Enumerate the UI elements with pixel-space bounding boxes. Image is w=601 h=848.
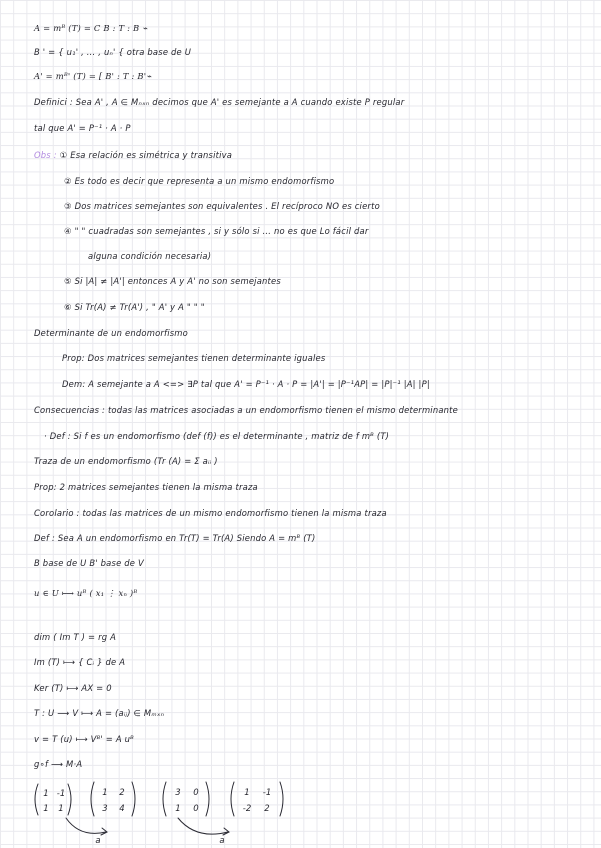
note-line-20: Corolario : todas las matrices de un mismo endomorfismo tienen la misma traza xyxy=(34,508,387,518)
note-line-25: Im (T) ⟼ { Cᵢ } de A xyxy=(34,657,126,667)
matrix-4-entry: 1 xyxy=(244,788,250,798)
matrix-1-entry: -1 xyxy=(56,789,66,799)
matrix-4-entry: -2 xyxy=(242,804,252,814)
matrix-2-entry: 4 xyxy=(119,804,125,814)
note-line-4: Definici : Sea A' , A ∈ Mₙₓₙ decimos que A' es semejante a A cuando existe P regular xyxy=(34,97,405,107)
curved-arrow-1 xyxy=(66,818,106,833)
matrix-1-right-bracket xyxy=(68,784,71,815)
note-line-15: Dem: A semejante a A <=> ∃P tal que A' = P⁻¹ · A · P = |A'| = |P⁻¹AP| = |P|⁻¹ |A| |P| xyxy=(62,379,430,389)
matrix-2-entry: 2 xyxy=(119,788,125,798)
note-line-10: alguna condición necesaria) xyxy=(88,251,212,261)
matrix-3-entry: 3 xyxy=(175,788,181,798)
matrix-3-right-bracket xyxy=(206,782,209,816)
note-line-1: A = mᴮ (T) = C B : T : B ⌁ xyxy=(34,23,148,33)
note-line-19: Prop: 2 matrices semejantes tienen la misma traza xyxy=(34,482,258,492)
note-line-6: Obs : ① Esa relación es simétrica y transitiva xyxy=(34,150,233,160)
matrix-3-entry: 0 xyxy=(193,804,199,814)
note-line-29: g∘f ⟶ M·A xyxy=(34,759,83,769)
note-line-7: ② Es todo es decir que representa a un mismo endomorfismo xyxy=(64,176,335,186)
matrix-4-entry: -1 xyxy=(262,788,272,798)
note-line-11: ⑤ Si |A| ≠ |A'| entonces A y A' no son semejantes xyxy=(64,276,281,286)
note-line-2: B ' = { u₁' , ... , uₙ' { otra base de U xyxy=(34,47,192,57)
curved-arrow-2 xyxy=(178,818,228,834)
matrix-4-left-bracket xyxy=(231,782,234,816)
matrix-2-left-bracket xyxy=(91,782,94,816)
note-line-18: Traza de un endomorfismo (Tr (A) = Σ aᵢᵢ ) xyxy=(34,456,218,466)
matrix-1-entry: 1 xyxy=(43,804,49,814)
note-line-8: ③ Dos matrices semejantes son equivalentes . El recíproco NO es cierto xyxy=(64,201,380,211)
curved-arrow-1-head xyxy=(101,828,107,835)
note-line-9: ④ " " cuadradas son semejantes , si y sólo si ... no es que Lo fácil dar xyxy=(64,226,369,236)
matrix-3-left-bracket xyxy=(163,782,166,816)
note-line-24: dim ( Im T ) = rg A xyxy=(34,632,117,642)
note-line-27: T : U ⟶ V ⟼ A = (aᵢⱼ) ∈ Mₘₓₙ xyxy=(34,708,165,718)
note-line-23: u ∈ U ⟼ uᴮ ( x₁ ⋮ xₙ )ᴮ xyxy=(34,588,138,598)
matrix-4-right-bracket xyxy=(280,782,283,816)
note-line-28: v = T (u) ⟼ Vᴮ' = A uᴮ xyxy=(34,734,134,744)
note-line-26: Ker (T) ⟼ AX = 0 xyxy=(34,683,112,693)
matrix-4-entry: 2 xyxy=(264,804,270,814)
note-line-21: Def : Sea A un endomorfismo en Tr(T) = Tr(A) Siendo A = mᴮ (T) xyxy=(34,533,316,543)
note-line-5: tal que A' = P⁻¹ · A · P xyxy=(34,123,131,133)
matrix-1-left-bracket xyxy=(35,784,38,815)
note-line-3: A' = mᴮ' (T) = [ B' : T : B'⌁ xyxy=(34,71,152,81)
matrix-3-entry: 0 xyxy=(193,788,199,798)
arrow-label: a xyxy=(219,836,225,846)
matrix-1-entry: 1 xyxy=(43,789,49,799)
obs-heading: Obs : xyxy=(34,150,57,160)
note-line-16: Consecuencias : todas las matrices asociadas a un endomorfismo tienen el mismo determinante xyxy=(34,405,459,415)
note-line-22: B base de U B' base de V xyxy=(34,558,144,568)
matrix-2-right-bracket xyxy=(132,782,135,816)
matrix-3-entry: 1 xyxy=(175,804,181,814)
note-line-12: ⑥ Si Tr(A) ≠ Tr(A') , " A' y A " " " xyxy=(64,302,205,312)
note-line-14: Prop: Dos matrices semejantes tienen determinante iguales xyxy=(62,353,326,363)
matrix-1-entry: 1 xyxy=(58,804,64,814)
note-line-13: Determinante de un endomorfismo xyxy=(34,328,188,338)
curved-arrow-2-head xyxy=(223,828,229,835)
matrix-2-entry: 3 xyxy=(102,804,108,814)
matrix-2-entry: 1 xyxy=(102,788,108,798)
note-line-17: · Def : Si f es un endomorfismo (def (f)) es el determinante , matriz de f mᴮ (T) xyxy=(44,431,390,441)
arrow-label: a xyxy=(95,836,101,846)
